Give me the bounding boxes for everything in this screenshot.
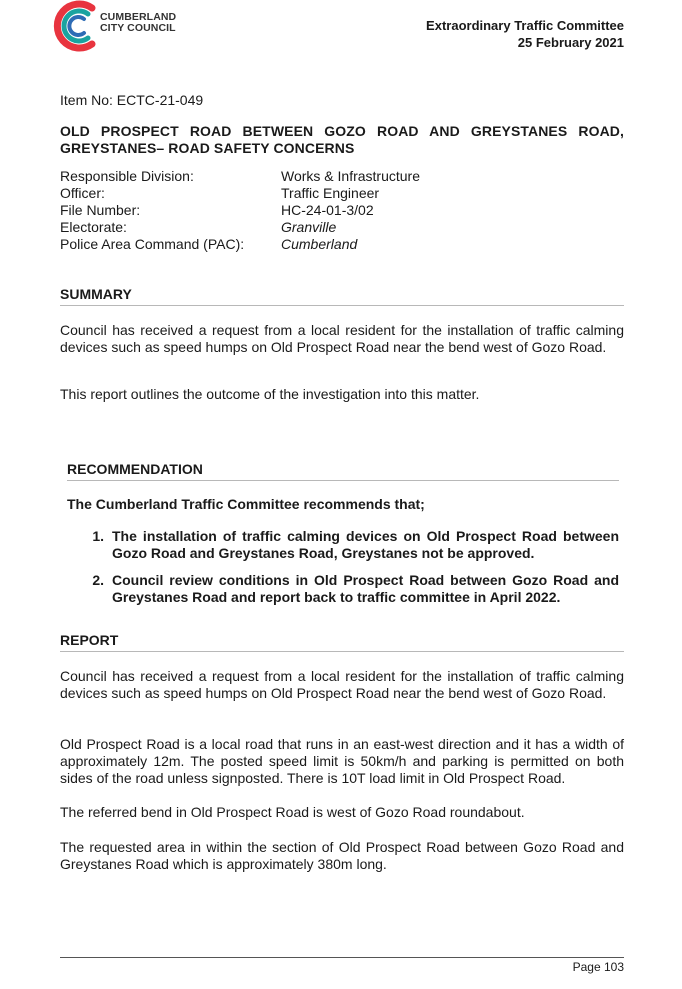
recommendation-text: Council review conditions in Old Prospect Road between Gozo Road and Greystanes Road and report back to traffic committee in April 2022.: [112, 572, 619, 605]
council-name: [100, 12, 176, 34]
recommendation-item: [67, 528, 619, 562]
meeting-date: 25 February 2021: [517, 35, 624, 50]
council-name-line2: CITY COUNCIL: [100, 22, 176, 34]
council-name-line1: CUMBERLAND: [100, 11, 177, 23]
committee-name: Extraordinary Traffic Committee: [426, 18, 624, 33]
report-heading: REPORT: [60, 632, 624, 652]
report-paragraph: Council has received a request from a local resident for the installation of traffic calming devices such as speed humps on Old Prospect Road near the bend west of Gozo Road.: [60, 668, 624, 701]
footer-divider: [60, 957, 624, 958]
detail-label: File Number:: [60, 202, 141, 218]
council-logo-icon: [52, 0, 98, 52]
recommendation-text: The installation of traffic calming devices on Old Prospect Road between Gozo Road and Greystanes Road, Greystanes not be approved.: [112, 528, 619, 561]
detail-label: Police Area Command (PAC):: [60, 236, 245, 252]
detail-row: [60, 236, 420, 253]
detail-label: Electorate:: [60, 219, 127, 235]
summary-heading: SUMMARY: [60, 286, 624, 306]
summary-paragraph: Council has received a request from a local resident for the installation of traffic calming devices such as speed humps on Old Prospect Road near the bend west of Gozo Road.: [60, 322, 624, 355]
report-paragraph: The requested area in within the section of Old Prospect Road between Gozo Road and Greystanes Road which is approximately 380m long.: [60, 839, 624, 872]
report-title: OLD PROSPECT ROAD BETWEEN GOZO ROAD AND GREYSTANES ROAD, GREYSTANES– ROAD SAFETY CONCERNS: [60, 123, 624, 156]
report-paragraph: The referred bend in Old Prospect Road is west of Gozo Road roundabout.: [60, 804, 525, 820]
report-paragraph: Old Prospect Road is a local road that runs in an east-west direction and it has a width of approximately 12m. The posted speed limit is 50km/h and parking is permitted on both sides of the road unless signposted. There is 10T load limit in Old Prospect Road.: [60, 736, 624, 786]
details-table: [60, 168, 420, 253]
recommendation-heading: RECOMMENDATION: [67, 461, 619, 481]
summary-paragraph: This report outlines the outcome of the investigation into this matter.: [60, 386, 480, 402]
detail-row: [60, 219, 420, 236]
page-number: Page 103: [572, 960, 624, 974]
detail-value: Traffic Engineer: [281, 185, 380, 201]
recommendation-intro: The Cumberland Traffic Committee recommends that;: [67, 496, 425, 512]
council-logo: [52, 0, 202, 52]
detail-value: Granville: [281, 219, 337, 235]
detail-value: HC-24-01-3/02: [281, 202, 374, 218]
detail-label: Responsible Division:: [60, 168, 194, 184]
detail-value: Works & Infrastructure: [281, 168, 421, 184]
detail-row: [60, 168, 420, 185]
detail-label: Officer:: [60, 185, 105, 201]
item-number: Item No: ECTC-21-049: [60, 92, 204, 108]
recommendation-item: [67, 572, 619, 606]
recommendation-number: 1.: [92, 528, 104, 544]
detail-row: [60, 202, 420, 219]
detail-row: [60, 185, 420, 202]
header-meta: [426, 17, 624, 51]
detail-value: Cumberland: [281, 236, 358, 252]
recommendation-number: 2.: [92, 572, 104, 588]
